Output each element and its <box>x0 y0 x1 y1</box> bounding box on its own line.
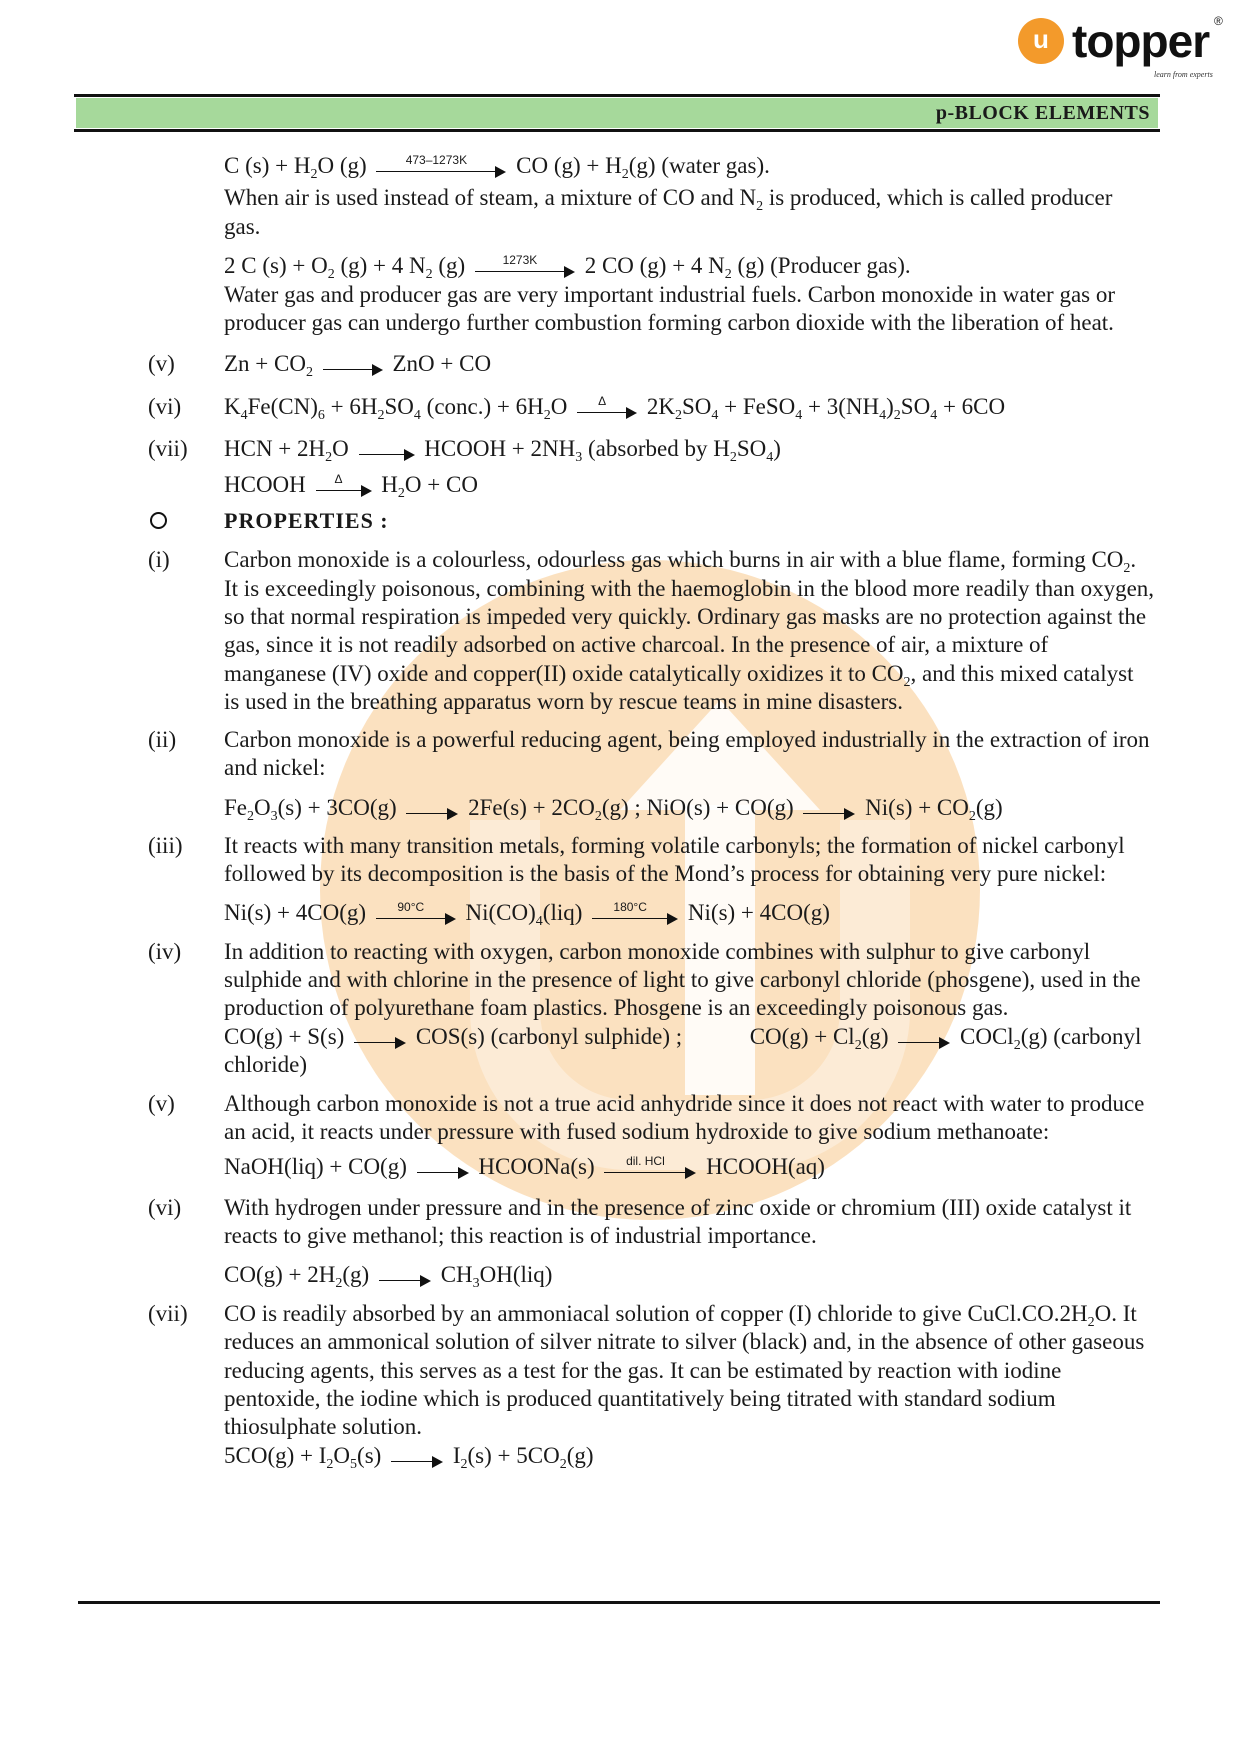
reaction-arrow-icon <box>354 1028 406 1050</box>
text-line: CO is readily absorbed by an ammoniacal solution of copper (I) chloride to give $CuCl.CO.2H_2O$. It <box>224 1301 1137 1330</box>
text-line: gas. <box>224 214 261 239</box>
equation: $5CO(g) + I_2O_5(s)$ $I_2(s) + 5CO_2(g)$ <box>224 1443 594 1472</box>
reaction-arrow-icon <box>803 799 855 821</box>
item-number: (v) <box>148 351 175 376</box>
text-line: followed by its decomposition is the basis of the Mond’s process for obtaining very pure nickel: <box>224 861 1107 886</box>
item-number: (v) <box>148 1091 175 1116</box>
water-gas-equation: C $(s) + H_2O$ (g) 473–1273K CO $(g) + H_2(g)$ (water gas). <box>224 152 770 182</box>
reaction-arrow-icon <box>417 1158 469 1180</box>
reaction-arrow-icon <box>898 1028 950 1050</box>
section-heading: PROPERTIES : <box>224 508 389 533</box>
text-line: pentoxide, the iodine which is produced quantitatively being titrated with standard sodium <box>224 1386 1056 1411</box>
reaction-arrow-icon: 180°C <box>592 904 678 926</box>
logo-tagline: learn from experts <box>1154 70 1213 79</box>
text-line: It is exceedingly poisonous, combining with the haemoglobin in the blood more readily than oxygen, <box>224 576 1155 601</box>
text-line: is used in the breathing apparatus worn by rescue teams in mine disasters. <box>224 689 903 714</box>
bullet-circle-icon <box>150 512 167 529</box>
text-line: production of polyurethane foam plastics. Phosgene is an exceedingly poisonous gas. <box>224 995 1009 1020</box>
item-number: (vii) <box>148 1301 188 1326</box>
reaction-arrow-icon <box>323 355 383 377</box>
item-number: (iv) <box>148 939 182 964</box>
text-line: Carbon monoxide is a colourless, odourless gas which burns in air with a blue flame, forming $CO_2$. <box>224 547 1137 576</box>
reaction-arrow-icon: 473–1273K <box>376 157 506 179</box>
logo-badge-icon: u <box>1018 18 1064 64</box>
reaction-arrow-icon <box>379 1266 431 1288</box>
equation: $CO(g) + 2H_2(g)$ $CH_3OH(liq)$ <box>224 1262 553 1291</box>
item-number: (ii) <box>148 727 177 752</box>
text-line: Water gas and producer gas are very important industrial fuels. Carbon monoxide in water gas or <box>224 282 1116 307</box>
item-number: (vi) <box>148 394 182 419</box>
reaction-arrow-icon: Δ <box>577 398 637 420</box>
text-line: an acid, it reacts under pressure with fused sodium hydroxide to give sodium methanoate: <box>224 1119 1050 1144</box>
text-line: When air is used instead of steam, a mixture of CO and $N_2$ is produced, which is called producer <box>224 185 1113 214</box>
reaction-arrow-icon <box>391 1447 443 1469</box>
item-number: (vii) <box>148 436 188 461</box>
text-line: gas, since it is not readily adsorbed on active charcoal. In the presence of air, a mixture of <box>224 632 1049 657</box>
reaction-arrow-icon <box>406 799 458 821</box>
item-number: (i) <box>148 547 170 572</box>
footer-rule <box>78 1601 1160 1604</box>
equation: NaOH(liq) + CO(g) HCOONa(s) dil. HCl HCOOH(aq) <box>224 1153 825 1179</box>
logo-wordmark: topper <box>1072 15 1210 67</box>
item-number: (vi) <box>148 1195 182 1220</box>
equation: HCN + $2H_2O$ HCOOH + $2NH_3$ (absorbed by $H_2SO_4$) <box>224 436 781 465</box>
equation: $Zn + CO_2$ ZnO + CO <box>224 351 492 380</box>
text-line: reduces an ammonical solution of silver nitrate to silver (black) and, in the absence of other gaseous <box>224 1329 1145 1354</box>
chapter-title: p-BLOCK ELEMENTS <box>935 102 1150 124</box>
text-line: reacts to give methanol; this reaction is of industrial importance. <box>224 1223 817 1248</box>
text-line: and nickel: <box>224 755 326 780</box>
text-line: sulphide and with chlorine in the presence of light to give carbonyl chloride (phosgene), used in the <box>224 967 1141 992</box>
text-line: so that normal respiration is impeded very quickly. Ordinary gas masks are no protection against the <box>224 604 1147 629</box>
text-line: With hydrogen under pressure and in the presence of zinc oxide or chromium (III) oxide catalyst it <box>224 1195 1132 1220</box>
equation: $K_4Fe(CN)_6 + 6H_2SO_4$ (conc.) + $6H_2O$ Δ $2K_2SO_4$ + FeSO$_4$ + $3(NH_4)_2SO_4 + 6CO$ <box>224 393 1006 423</box>
equation: $Fe_2O_3(s) + 3CO(g)$ $2Fe(s) + 2CO_2(g)$ ; NiO(s) + CO(g) $Ni(s) + CO_2(g)$ <box>224 795 1003 824</box>
item-number: (iii) <box>148 833 183 858</box>
text-line: manganese (IV) oxide and copper(II) oxide catalytically oxidizes it to $CO_2$, and this mixed catalyst <box>224 661 1134 690</box>
reaction-arrow-icon: Δ <box>316 476 372 498</box>
equation: Ni(s) + 4CO(g) 90°C $Ni(CO)_4(liq)$ 180°C Ni(s) + 4CO(g) <box>224 899 830 929</box>
reaction-arrow-icon <box>359 440 415 462</box>
text-line: reducing agents, this serves as a test for the gas. It can be estimated by reaction with iodine <box>224 1358 1062 1383</box>
text-line: thiosulphate solution. <box>224 1414 423 1439</box>
text-line: In addition to reacting with oxygen, carbon monoxide combines with sulphur to give carbonyl <box>224 939 1091 964</box>
reaction-arrow-icon: 90°C <box>376 904 456 926</box>
text-line: chloride) <box>224 1052 308 1077</box>
registered-mark: ® <box>1214 14 1223 28</box>
text-line: Carbon monoxide is a powerful reducing agent, being employed industrially in the extraction of iron <box>224 727 1150 752</box>
text-line: It reacts with many transition metals, forming volatile carbonyls; the formation of nickel carbonyl <box>224 833 1125 858</box>
reaction-arrow-icon: 1273K <box>475 257 575 279</box>
text-line: producer gas can undergo further combustion forming carbon dioxide with the liberation of heat. <box>224 310 1114 335</box>
producer-gas-equation: 2 C $(s) + O_2$ (g) + 4 $N_2$ (g) 1273K 2 CO (g) + 4 $N_2$ (g) (Producer gas). <box>224 252 911 282</box>
reaction-arrow-icon: dil. HCl <box>604 1158 696 1180</box>
equation: HCOOH Δ $H_2O$ + CO <box>224 471 478 501</box>
equation: CO(g) + S(s) COS(s) (carbonyl sulphide) ; $CO(g) + Cl_2(g)$ COCl$_2$(g) (carbonyl <box>224 1024 1142 1053</box>
text-line: Although carbon monoxide is not a true acid anhydride since it does not react with water to produce <box>224 1091 1145 1116</box>
